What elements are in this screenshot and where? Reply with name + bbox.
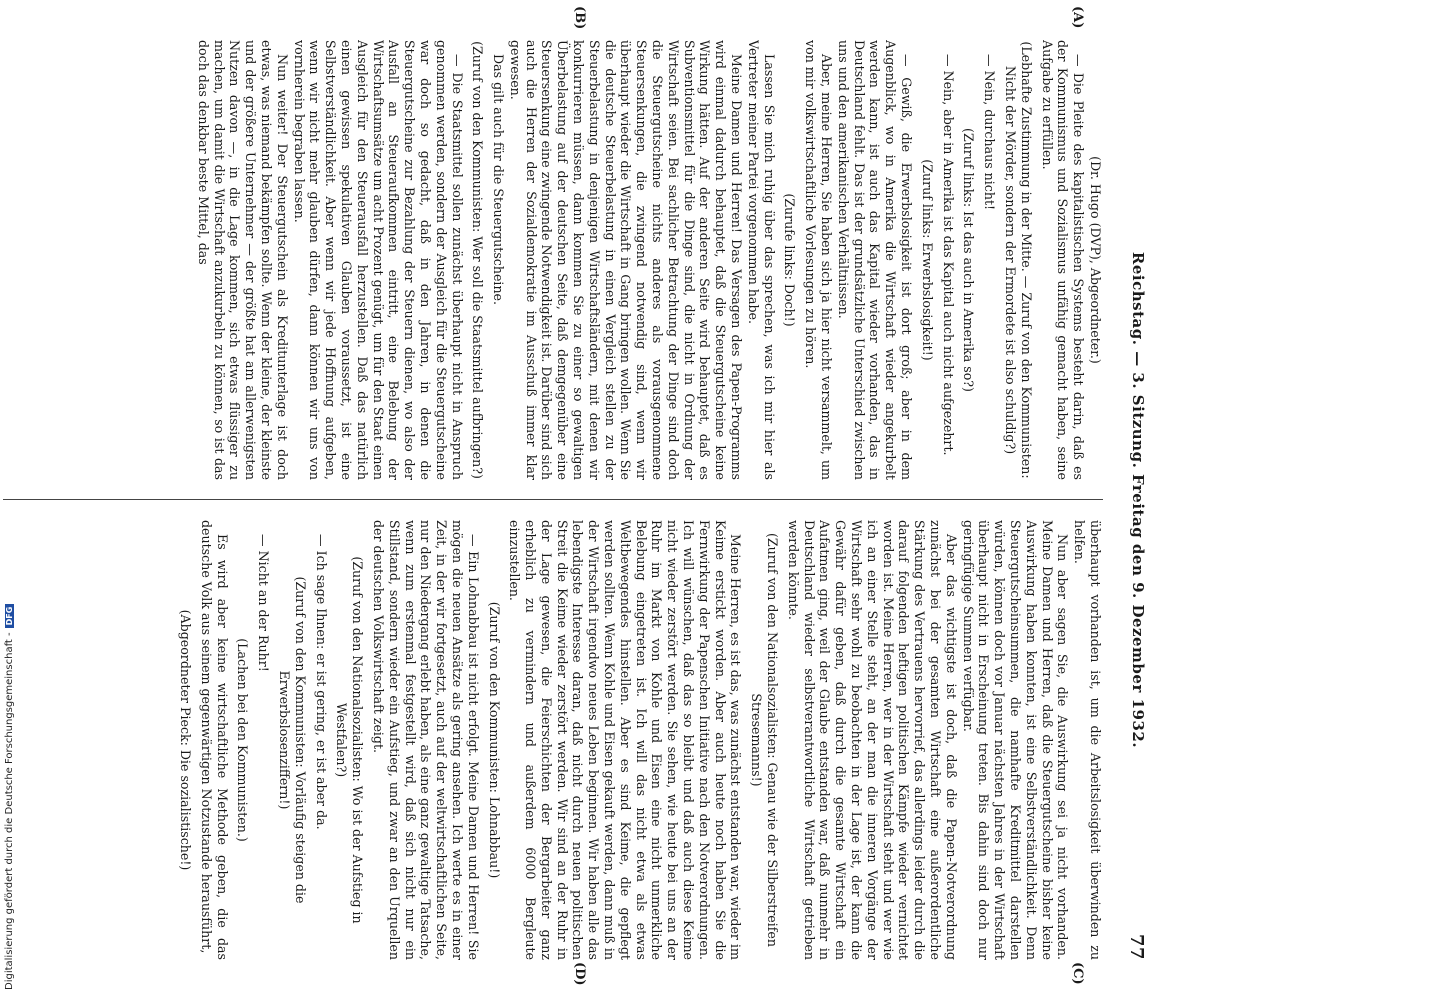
interjection: (Zuruf von den Kommunisten: Vorläufig steigen die Erwerbslosenziffern!) xyxy=(276,576,308,904)
speaker-heading: (Dr. Hugo (DVP), Abgeordneter.) xyxy=(1088,156,1103,364)
paragraph: überhaupt vorhanden ist, um die Arbeitslosigkeit überwinden zu helfen. xyxy=(1072,520,1103,960)
paragraph: Das gilt auch für die Steuergutscheine. xyxy=(491,54,507,306)
sheet-content xyxy=(0,6,1147,986)
paragraph: Meine Damen und Herren! Das Versagen des Papen-Programms wird einmal dadurch behauptet, daß die Steuergutscheine keine Wirkung hätten. Auf der anderen Seite wird behauptet, daß es Subventionsmittel für die Dinge sind, die nicht in Ordnung der Wirtschaft seien. Bei sachlicher Betrachtung der Dinge sind doch die Steuergutscheine nichts anderes als vorausgenommene Steuersenkungen, die zwingend notwendig sind, wenn wir überhaupt wieder die Wirtschaft in Gang bringen wollen. Wenn Sie die deutsche Steuerbelastung in einen Vergleich stellen zu der Steuerbelastung in denjenigen Wirtschaftsländern, mit denen wir konkurrieren müssen, dann kommen Sie zu einer so gewaltigen Überbelastung auf der deutschen Seite, daß demgegenüber eine Steuersenkung eine zwingende Notwendigkeit ist. Darüber sind sich auch die Herren der Sozialdemokratie im Ausschuß immer klar gewesen. xyxy=(507,40,745,480)
interjection: (Zuruf von den Kommunisten: Lohnabbau!) xyxy=(486,601,502,879)
paragraph: Nun weiter! Der Steuergutschein als Kreditunterlage ist doch etwas, was niemand bekämpfen sollte. Wenn der kleine, der kleinste und der größere Unternehmer — der größte hat am allerwenigsten Nutzen davon —, in die Lage kommen, sich etwas flüssiger zu machen, um damit die Wirtschaft anzukurbeln zu können, so ist das doch das denkbar beste Mittel, das xyxy=(195,40,290,480)
paragraph: — Gewiß, die Erwerbslosigkeit ist dort groß; aber in dem Augenblick, wo in Amerika die Wirtschaft wieder angekurbelt werden kann, ist auch das Kapital wieder vorhanden, das in Deutschland fehlt. Das ist der grundsätzliche Unterschied zwischen uns und den amerikanischen Verhältnissen. xyxy=(835,40,915,480)
paragraph: Lassen Sie mich ruhig über das sprechen, was ich mir hier als Vertreter meiner Partei vorgenommen habe. xyxy=(745,40,777,480)
paragraph: — Ich sage Ihnen: er ist gering, er ist aber da. xyxy=(313,534,329,830)
paragraph: — Nicht an der Ruhr! xyxy=(256,534,272,672)
dfg-logo-icon: DFG xyxy=(5,604,14,629)
paragraph: Meine Herren, es ist das, was zunächst entstanden war, wieder im Keime erstickt worden. Aber auch heute noch haben Sie die Fernwirkung der Papenschen Initiative nach den Notverordnungen. Ich will wünschen, daß das so bleibt und daß auch diese Keime nicht wieder zerstört werden. Sie sehen, wie heute bei uns an der Ruhr im Markt von Kohle und Eisen eine nicht unmerkliche Belebung eingetreten ist. Ich will das nicht etwa als etwas Weltbewegendes hinstellen. Aber es sind Keime, die gepflegt werden sollten. Wenn Kohle und Eisen gekauft werden, dann muß in der Wirtschaft irgendwo neues Leben beginnen. Wir haben alle das lebendigste Interesse daran, daß nicht durch neuen politischen Streit die Keime wieder zerstört werden. Wir sind an der Ruhr in der Lage gewesen, die Feierschichten der Bergarbeiter ganz erheblich zu vermindern und außerdem 6000 Bergleute einzustellen. xyxy=(507,520,744,960)
column-right xyxy=(3,520,1103,960)
paragraph: — Ein Lohnabbau ist nicht erfolgt. Meine Damen und Herren! Sie mögen die neuen Ansätze als gering ansehen. Ich werte es in einer Zeit, in der wir fortgesetzt, auch auf der weltwirtschaftlichen Seite, nur den Niedergang erlebt haben, als eine ganz gewaltige Tatsache, wenn zum erstenmal festgestellt wird, daß sich nicht nur ein Stillstand, sondern wieder ein Aufstieg, und zwar an den Urquellen der deutschen Volkswirtschaft zeigt. xyxy=(370,520,481,960)
interjection: (Zuruf von den Nationalsozialisten: Wo ist der Aufstieg in Westfalen?) xyxy=(334,556,366,924)
interjection: (Zuruf von den Kommunisten: Wer soll die Staatsmittel aufbringen?) xyxy=(470,41,486,479)
paragraph: — Nein, aber in Amerika ist das Kapital auch nicht aufgezehrt. xyxy=(940,54,956,456)
margin-mark-d: (D) xyxy=(572,962,587,986)
column-left xyxy=(3,40,1103,480)
interjection: (Zuruf links: Ist das auch in Amerika so?) xyxy=(961,128,977,392)
margin-mark-b: (B) xyxy=(572,6,587,30)
paragraph: Es wird aber keine wirtschaftliche Methode geben, die das deutsche Volk aus seinem gegenwärtigen Notzustande herausführt, xyxy=(198,520,230,960)
interjection: (Lachen bei den Kommunisten.) xyxy=(235,638,251,842)
margin-mark-a: (A) xyxy=(1070,6,1085,29)
paragraph: — Die Pleite des kapitalistischen Systems besteht darin, daß es der Kommunismus und Sozialismus unfähig gemacht haben, seine Aufgabe zu erfüllen. xyxy=(1039,40,1087,480)
page-title: Reichstag. — 3. Sitzung. Freitag den 9. Dezember 1932. xyxy=(1129,251,1147,749)
margin-mark-c: (C) xyxy=(1070,962,1085,985)
interjection: (Zuruf von den Nationalsozialisten: Genau wie der Silberstreifen Stresemanns!) xyxy=(749,533,781,947)
paragraph: Aber das wichtigste ist doch, daß die Papen-Notverordnung zunächst bei der gesamten Wirtschaft eine außerordentliche Stärkung des Vertrauens hervorrief, das allerdings leider durch die darauf folgenden heftigen politischen Kämpfe wieder vernichtet worden ist. Meine Herren, wer in der Wirtschaft steht und wer wie ich an einer Stelle steht, an der man die inneren Vorgänge der Wirtschaft sehr wohl zu beobachten in der Lage ist, der kann die Gewähr dafür geben, daß durch die gesamte Wirtschaft ein Aufatmen ging, weil der Glaube entstanden war, daß nunmehr in Deutschland wieder selbstverantwortliche Wirtschaft getrieben werden könnte. xyxy=(785,520,959,960)
paragraph: Aber, meine Herren, Sie haben sich ja hier nicht versammelt, um von mir volkswirtschaftliche Vorlesungen zu hören. xyxy=(803,40,835,480)
column-divider xyxy=(3,499,1103,500)
column-left-body xyxy=(195,40,1086,480)
paragraph: Nun aber sagen Sie, die Auswirkung sei ja nicht vorhanden. Meine Damen und Herren, daß die Steuergutscheine bisher keine Auswirkung haben konnten, ist eine Selbstverständlichkeit. Denn Steuergutscheinsummen, die namhafte Kreditmittel darstellen würden, können doch vor Januar nächsten Jahres in der Wirtschaft überhaupt nicht in Erscheinung treten. Bis dahin sind doch nur geringfügige Summen verfügbar. xyxy=(960,520,1071,960)
page-header xyxy=(1113,40,1147,960)
interjection: (Abgeordneter Pieck: Die sozialistische!) xyxy=(177,609,193,871)
paragraph: — Nein, durchaus nicht! xyxy=(982,54,998,211)
paragraph: — Die Staatsmittel sollen zunächst überhaupt nicht in Anspruch genommen werden, sondern der Ausgleich für die Steuergutscheine war doch so gedacht, daß in den Jahren, in denen die Steuergutscheine zur Bezahlung der Steuern dienen, wo also der Ausfall an Steueraufkommen eintritt, eine Belebung der Wirtschaftsumsätze um acht Prozent genügt, um für den Staat einen Ausgleich für den Steuerausfall herzustellen. Daß das natürlich einen gewissen spekulativen Glauben voraussetzt, ist eine Selbstverständlichkeit. Aber wenn wir jede Hoffnung aufgeben, wenn wir nicht mehr glauben dürfen, dann können wir uns von vornherein begraben lassen. xyxy=(291,40,465,480)
interjection: (Lebhafte Zustimmung in der Mitte. — Zuruf von den Kommunisten: Nicht der Mörder, sondern der Ermordete ist also schuldig?) xyxy=(1003,41,1034,479)
footer-credit-text: Digitalisierung gefördert durch die Deutsche Forschungsgemeinschaft - xyxy=(4,632,15,990)
interjection: (Zuruf links: Erwerbslosigkeit!) xyxy=(919,159,935,361)
interjection: (Zurufe links: Doch!) xyxy=(782,193,798,327)
page-number: 77 xyxy=(1126,933,1147,960)
